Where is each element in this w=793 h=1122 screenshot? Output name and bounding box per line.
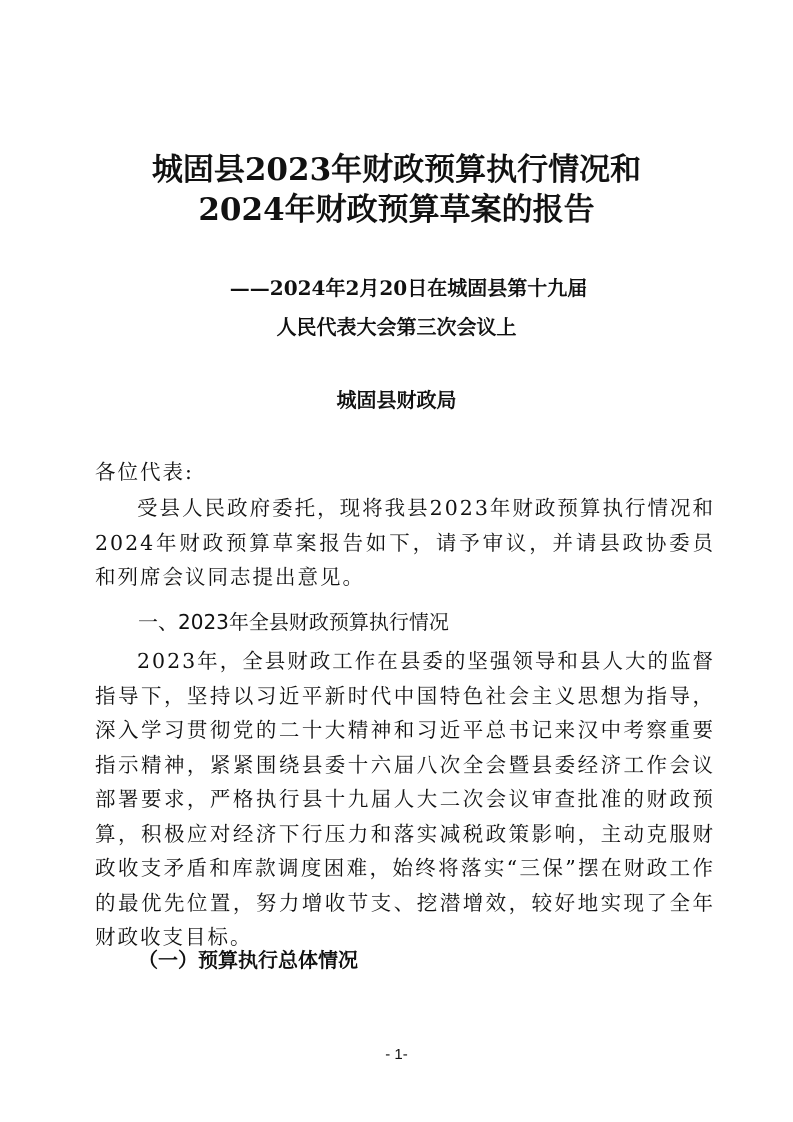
report-title-line-1: 城固县2023年财政预算执行情况和 (151, 152, 642, 188)
body-paragraph: 2023年，全县财政工作在县委的坚强领导和县人大的监督指导下，坚持以习近平新时代中国特色社会主义思想为指导，深入学习贯彻党的二十大精神和习近平总书记来汉中考察重要指示精神，紧紧围绕县委十六届八次全会暨县委经济工作会议部署要求，严格执行县十九届人大二次会议审查批准的财政预算，积极应对经济下行压力和落实减税政策影响，主动克服财政收支矛盾和库款调度困难，始终将落实“三保”摆在财政工作的最优先位置，努力增收节支、挖潜增效，较好地实现了全年财政收支目标。 (95, 649, 715, 949)
author-organization: 城固县财政局 (336, 388, 457, 412)
subtitle-line-2: 人民代表大会第三次会议上 (276, 315, 517, 339)
report-title-line-2: 2024年财政预算草案的报告 (198, 192, 595, 228)
intro-paragraph: 受县人民政府委托，现将我县2023年财政预算执行情况和2024年财政预算草案报告如下，请予审议，并请县政协委员和列席会议同志提出意见。 (95, 496, 715, 589)
page-number: - 1- (385, 1046, 408, 1063)
subsection-heading: （一）预算执行总体情况 (138, 948, 358, 972)
greeting: 各位代表: (95, 460, 194, 484)
subtitle-line-1: ——2024年2月20日在城固县第十九届 (229, 276, 588, 300)
section-heading-1: 一、2023年全县财政预算执行情况 (138, 610, 449, 634)
